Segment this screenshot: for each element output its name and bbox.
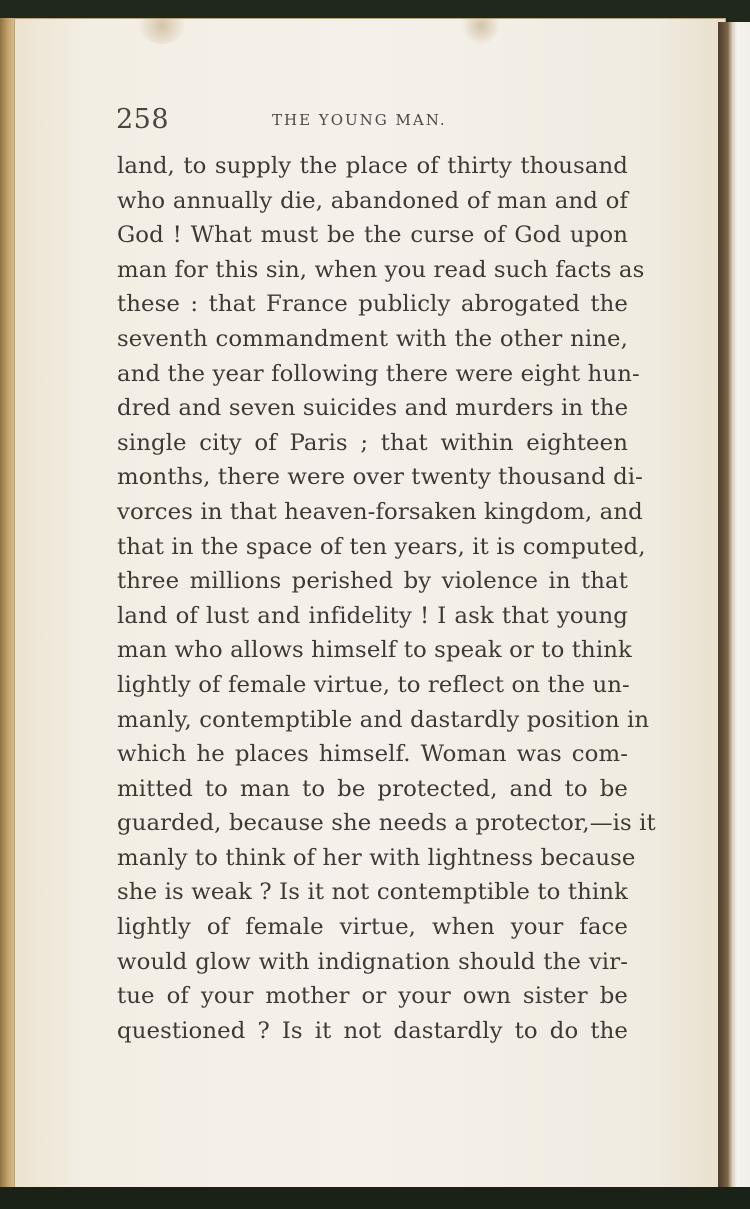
text-line: that in the space of ten years, it is computed, [117, 533, 646, 560]
text-line: she is weak ? Is it not contemptible to think [117, 879, 628, 906]
text-line: who annually die, abandoned of man and of [117, 187, 628, 214]
text-line: lightly of female virtue, when your face [117, 914, 628, 941]
page-body-text [117, 149, 656, 1048]
text-line: three millions perished by violence in that [117, 568, 628, 595]
text-line: mitted to man to be protected, and to be [117, 775, 628, 802]
text-line: seventh commandment with the other nine, [117, 325, 628, 352]
text-line: months, there were over twenty thousand di- [117, 464, 643, 491]
text-line: manly, contemptible and dastardly position in [117, 706, 650, 733]
text-line: would glow with indignation should the vir- [117, 948, 628, 975]
running-head [116, 104, 626, 134]
text-line: land, to supply the place of thirty thousand [117, 153, 628, 179]
page-number: 258 [116, 104, 170, 135]
running-title: THE YOUNG MAN. [272, 111, 447, 129]
text-line: dred and seven suicides and murders in the [117, 395, 629, 422]
text-line: tue of your mother or your own sister be [117, 983, 628, 1010]
text-line: land of lust and infidelity ! I ask that young [117, 602, 628, 629]
text-line: lightly of female virtue, to reflect on the un- [117, 671, 630, 698]
text-line: questioned ? Is it not dastardly to do the [117, 1017, 628, 1044]
book-right-edge [718, 22, 750, 1187]
text-line: and the year following there were eight hun- [117, 360, 640, 387]
text-line: man for this sin, when you read such facts as [117, 256, 645, 283]
text-line: these : that France publicly abrogated the [117, 291, 628, 318]
text-line: single city of Paris ; that within eighteen [117, 429, 628, 456]
text-line: vorces in that heaven-forsaken kingdom, and [117, 498, 643, 525]
bottom-shadow [0, 1187, 750, 1209]
text-line: which he places himself. Woman was com- [117, 741, 628, 768]
text-line: God ! What must be the curse of God upon [117, 222, 628, 249]
text-line: guarded, because she needs a protector,—is it [117, 810, 656, 837]
text-line: manly to think of her with lightness because [117, 844, 636, 871]
text-line: man who allows himself to speak or to think [117, 637, 632, 664]
